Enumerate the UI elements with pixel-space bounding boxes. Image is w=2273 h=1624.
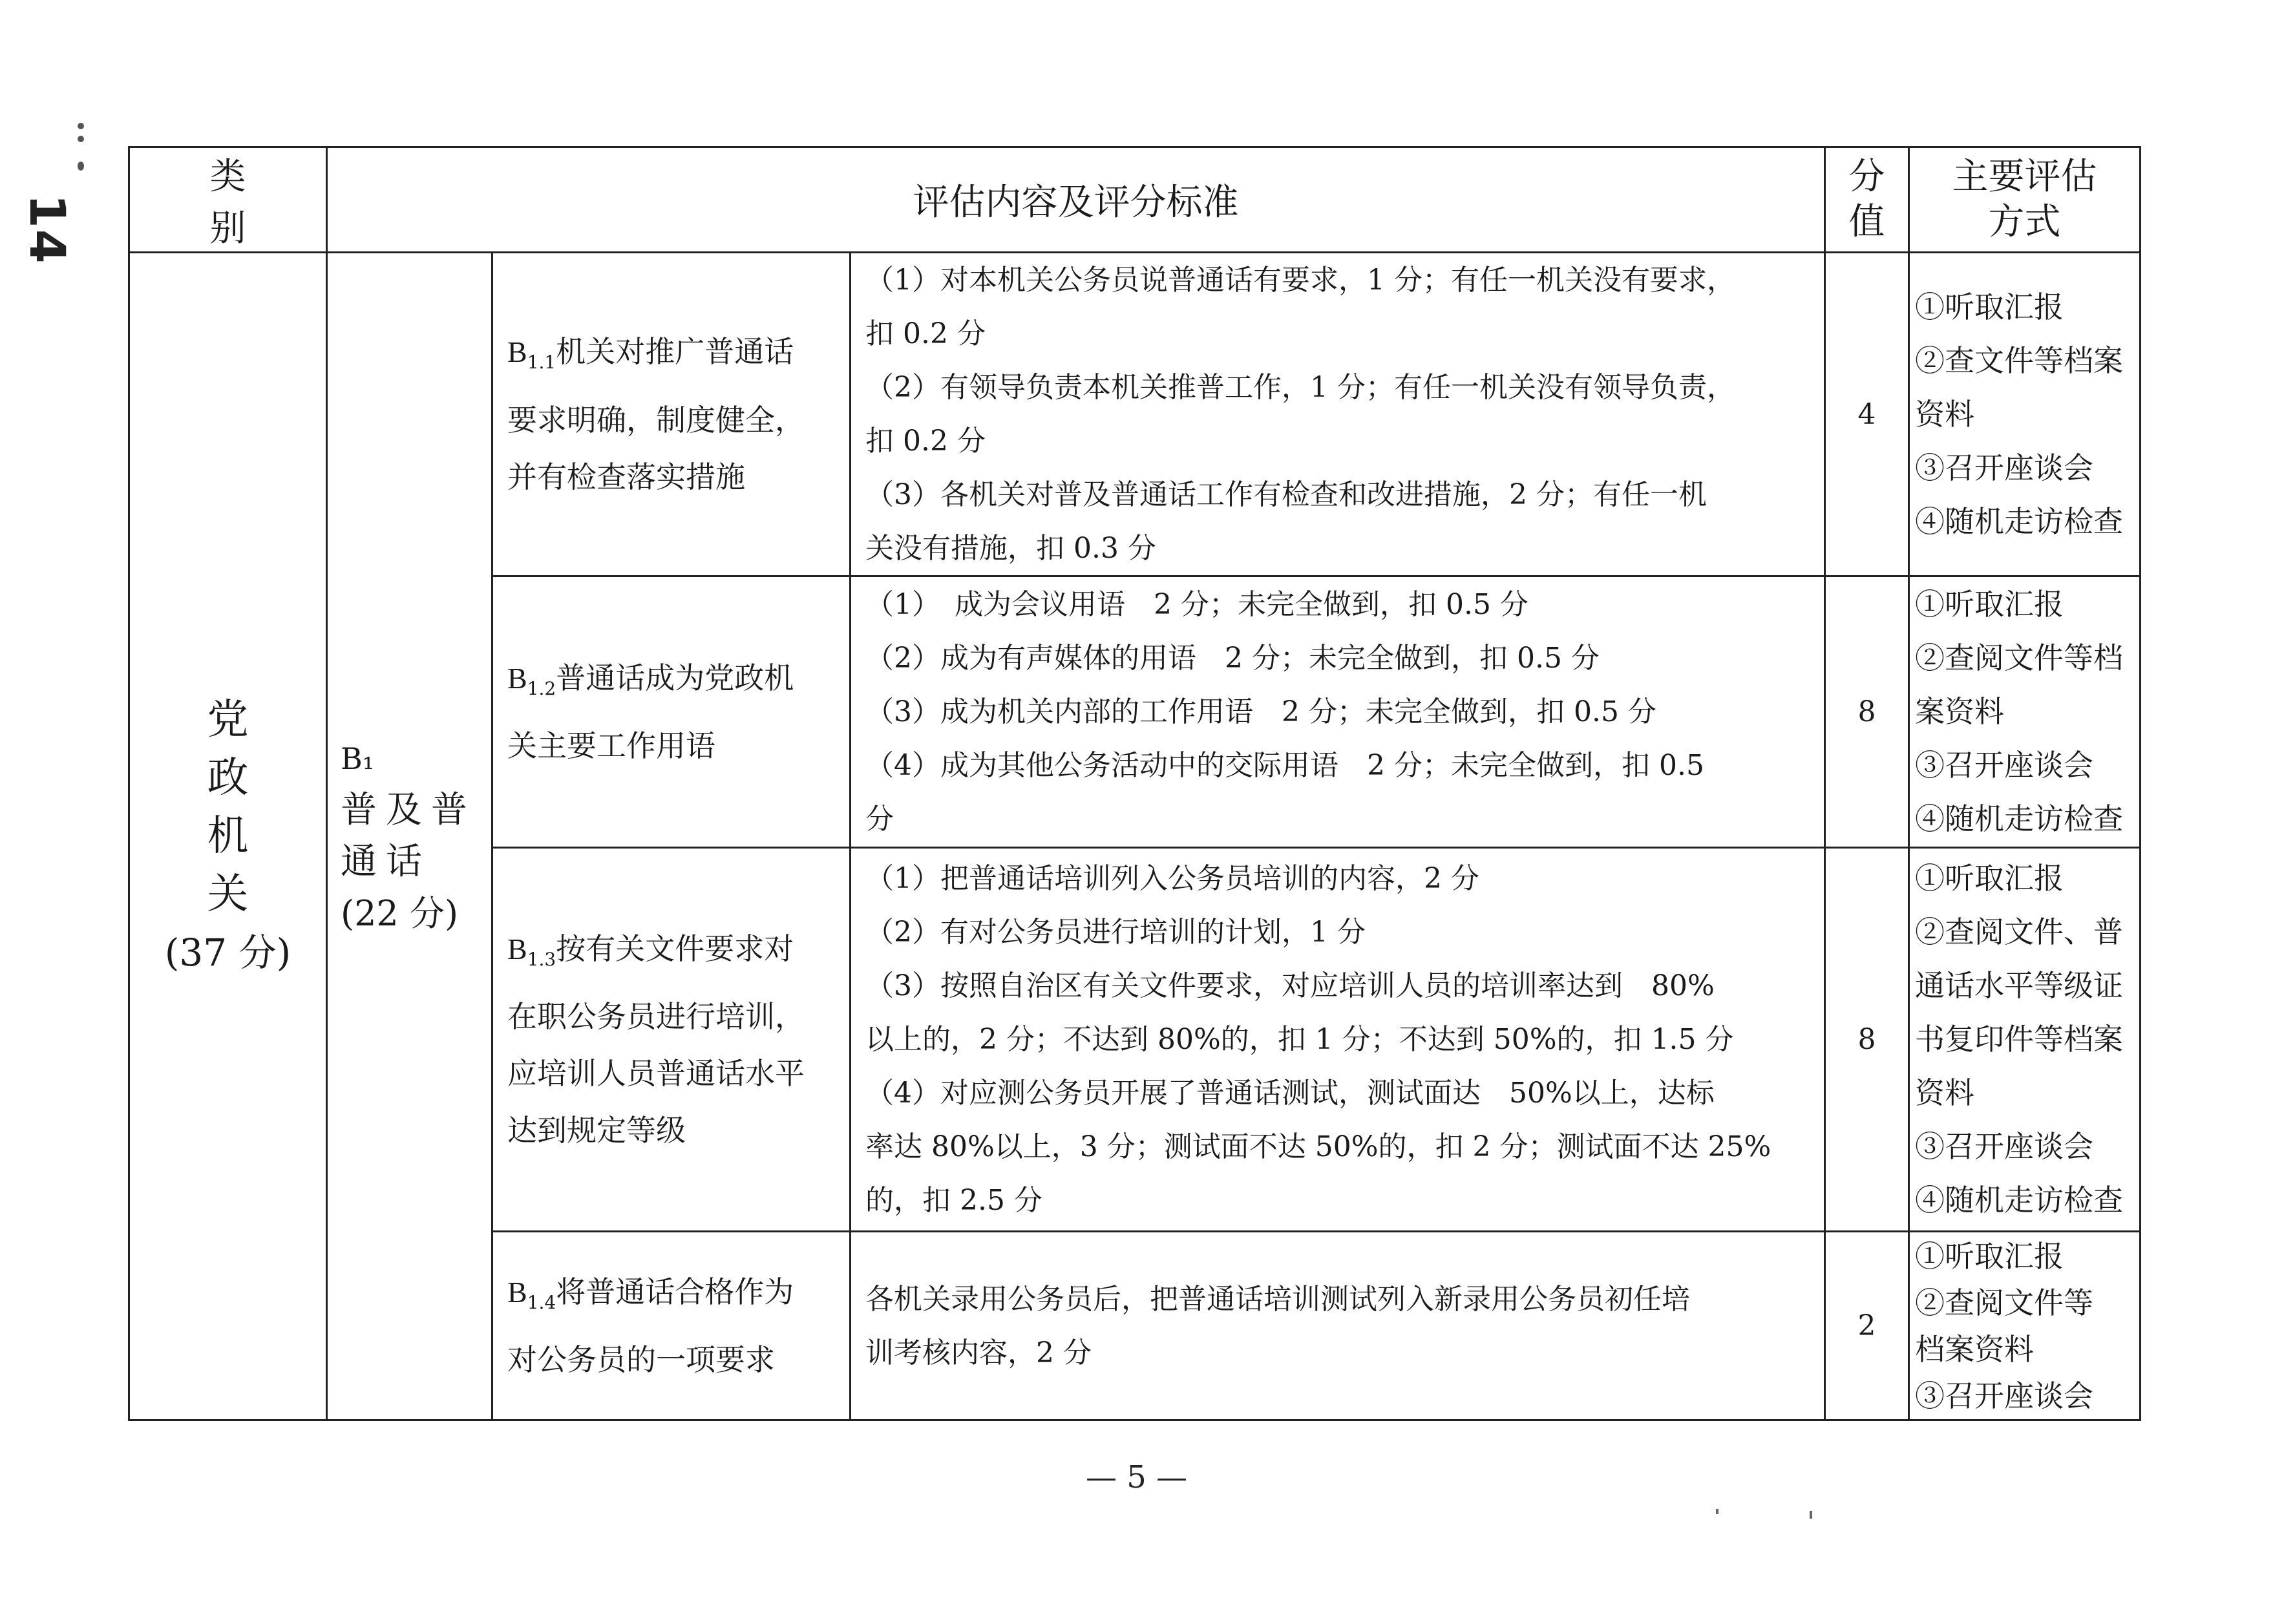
method-line: ②查阅文件等档 bbox=[1915, 640, 2123, 675]
method-cell bbox=[1909, 1232, 2141, 1420]
method-cell bbox=[1909, 576, 2141, 848]
method-line: ③召开座谈会 bbox=[1915, 450, 2093, 485]
item-code: B bbox=[507, 1275, 527, 1309]
method-line: 案资料 bbox=[1915, 694, 2004, 729]
score-cell: 4 bbox=[1825, 253, 1909, 576]
item-text: 达到规定等级 bbox=[507, 1113, 686, 1148]
criteria-line: 关没有措施，扣 0.3 分 bbox=[865, 532, 1156, 565]
criteria-line: 以上的，2 分；不达到 80%的，扣 1 分；不达到 50%的，扣 1.5 分 bbox=[865, 1023, 1734, 1056]
method-line: ③召开座谈会 bbox=[1915, 1378, 2093, 1413]
item-cell-b1-1 bbox=[492, 253, 851, 576]
category-char: 机 bbox=[207, 812, 249, 860]
header-score bbox=[1825, 147, 1909, 253]
criteria-line: 扣 0.2 分 bbox=[865, 317, 986, 350]
header-method-line2: 方式 bbox=[1988, 201, 2061, 243]
method-cell bbox=[1909, 848, 2141, 1232]
criteria-cell bbox=[851, 576, 1825, 848]
b1-name-2: 通话 bbox=[341, 841, 431, 883]
method-line: ①听取汇报 bbox=[1915, 861, 2064, 896]
criteria-line: （2）成为有声媒体的用语 2 分；未完全做到，扣 0.5 分 bbox=[865, 642, 1600, 675]
method-line: ②查文件等档案 bbox=[1915, 343, 2123, 378]
item-code-sub: 1.1 bbox=[527, 352, 556, 374]
criteria-line: （4）成为其他公务活动中的交际用语 2 分；未完全做到，扣 0.5 bbox=[865, 749, 1704, 782]
method-line: ①听取汇报 bbox=[1915, 1238, 2064, 1274]
item-code: B bbox=[507, 661, 527, 695]
item-code-sub: 1.3 bbox=[527, 949, 556, 971]
method-line: ②查阅文件等 bbox=[1915, 1285, 2093, 1320]
page-number: — 5 — bbox=[1085, 1459, 1188, 1495]
item-text: 机关对推广普通话 bbox=[556, 334, 794, 370]
header-score-line1: 分 bbox=[1848, 156, 1885, 198]
b1-code: B₁ bbox=[341, 741, 375, 776]
category-char: 关 bbox=[207, 870, 249, 918]
method-line: ④随机走访检查 bbox=[1915, 503, 2123, 539]
header-method-line1: 主要评估 bbox=[1952, 156, 2097, 198]
score-cell: 2 bbox=[1825, 1232, 1909, 1420]
item-cell-b1-4 bbox=[492, 1232, 851, 1420]
item-text: 在职公务员进行培训， bbox=[507, 999, 805, 1035]
item-text: 按有关文件要求对 bbox=[556, 931, 794, 966]
criteria-line: （3）按照自治区有关文件要求，对应培训人员的培训率达到 80% bbox=[865, 969, 1715, 1002]
method-line: ①听取汇报 bbox=[1915, 289, 2064, 324]
item-code-sub: 1.4 bbox=[527, 1292, 556, 1314]
category-cell bbox=[129, 253, 327, 1420]
item-text: 将普通话合格作为 bbox=[556, 1274, 794, 1309]
criteria-line: （2）有对公务员进行培训的计划，1 分 bbox=[865, 916, 1366, 949]
scan-speck bbox=[1716, 1509, 1718, 1514]
item-line bbox=[507, 931, 794, 971]
item-line bbox=[507, 334, 794, 374]
header-content: 评估内容及评分标准 bbox=[327, 147, 1825, 253]
header-category: 类 别 bbox=[129, 147, 327, 253]
criteria-line: （1）对本机关公务员说普通话有要求，1 分；有任一机关没有要求， bbox=[865, 264, 1735, 297]
criteria-line: （2）有领导负责本机关推普工作，1 分；有任一机关没有领导负责， bbox=[865, 371, 1735, 404]
b1-score: (22 分) bbox=[341, 893, 459, 934]
method-line: 通话水平等级证 bbox=[1915, 968, 2123, 1003]
margin-mark bbox=[78, 123, 84, 129]
item-text: 要求明确，制度健全， bbox=[507, 402, 805, 438]
item-text: 关主要工作用语 bbox=[507, 728, 715, 764]
evaluation-table bbox=[128, 146, 2141, 1421]
header-method bbox=[1909, 147, 2141, 253]
method-line: 资料 bbox=[1915, 396, 1974, 432]
criteria-line: （3）各机关对普及普通话工作有检查和改进措施，2 分；有任一机 bbox=[865, 478, 1707, 511]
category-char: 党 bbox=[207, 696, 249, 744]
method-line: ③召开座谈会 bbox=[1915, 748, 2093, 783]
item-code: B bbox=[507, 932, 527, 965]
criteria-cell bbox=[851, 848, 1825, 1232]
method-line: ②查阅文件、普 bbox=[1915, 914, 2123, 949]
side-page-number: 14 bbox=[19, 194, 76, 265]
item-text: 对公务员的一项要求 bbox=[507, 1342, 775, 1378]
margin-mark bbox=[78, 162, 84, 171]
item-code-sub: 1.2 bbox=[527, 678, 556, 700]
item-code: B bbox=[507, 335, 527, 369]
item-cell-b1-3 bbox=[492, 848, 851, 1232]
method-cell bbox=[1909, 253, 2141, 576]
item-line bbox=[507, 660, 794, 700]
criteria-line: 各机关录用公务员后，把普通话培训测试列入新录用公务员初任培 bbox=[865, 1282, 1690, 1316]
criteria-line: （3）成为机关内部的工作用语 2 分；未完全做到，扣 0.5 分 bbox=[865, 695, 1656, 728]
score-cell: 8 bbox=[1825, 848, 1909, 1232]
item-text: 并有检查落实措施 bbox=[507, 459, 745, 494]
method-line: ③召开座谈会 bbox=[1915, 1129, 2093, 1164]
b1-name: 普及普 bbox=[341, 789, 476, 831]
scan-speck bbox=[1810, 1511, 1812, 1519]
method-line: ④随机走访检查 bbox=[1915, 801, 2123, 836]
method-line: ①听取汇报 bbox=[1915, 587, 2064, 622]
method-line: ④随机走访检查 bbox=[1915, 1183, 2123, 1218]
method-line: 档案资料 bbox=[1915, 1331, 2034, 1367]
criteria-line: 分 bbox=[865, 803, 894, 836]
category-score: (37 分) bbox=[164, 931, 291, 975]
margin-mark bbox=[78, 136, 84, 142]
table-row bbox=[129, 253, 2141, 576]
b1-cell bbox=[327, 253, 492, 1420]
item-text: 应培训人员普通话水平 bbox=[507, 1056, 805, 1091]
header-score-line2: 值 bbox=[1848, 201, 1885, 243]
criteria-line: 扣 0.2 分 bbox=[865, 425, 986, 458]
criteria-line: 训考核内容，2 分 bbox=[865, 1336, 1092, 1369]
method-line: 资料 bbox=[1915, 1075, 1974, 1110]
criteria-line: （1） 成为会议用语 2 分；未完全做到，扣 0.5 分 bbox=[865, 588, 1528, 621]
criteria-line: 的，扣 2.5 分 bbox=[865, 1184, 1042, 1217]
criteria-cell bbox=[851, 1232, 1825, 1420]
item-text: 普通话成为党政机 bbox=[556, 660, 794, 695]
table-header-row bbox=[129, 147, 2141, 253]
item-line bbox=[507, 1274, 794, 1314]
item-cell-b1-2 bbox=[492, 576, 851, 848]
criteria-cell bbox=[851, 253, 1825, 576]
score-cell: 8 bbox=[1825, 576, 1909, 848]
criteria-line: （4）对应测公务员开展了普通话测试，测试面达 50%以上，达标 bbox=[865, 1077, 1715, 1110]
method-line: 书复印件等档案 bbox=[1915, 1022, 2123, 1057]
criteria-line: （1）把普通话培训列入公务员培训的内容，2 分 bbox=[865, 862, 1479, 895]
category-char: 政 bbox=[207, 754, 249, 802]
criteria-line: 率达 80%以上，3 分；测试面不达 50%的，扣 2 分；测试面不达 25% bbox=[865, 1130, 1771, 1163]
